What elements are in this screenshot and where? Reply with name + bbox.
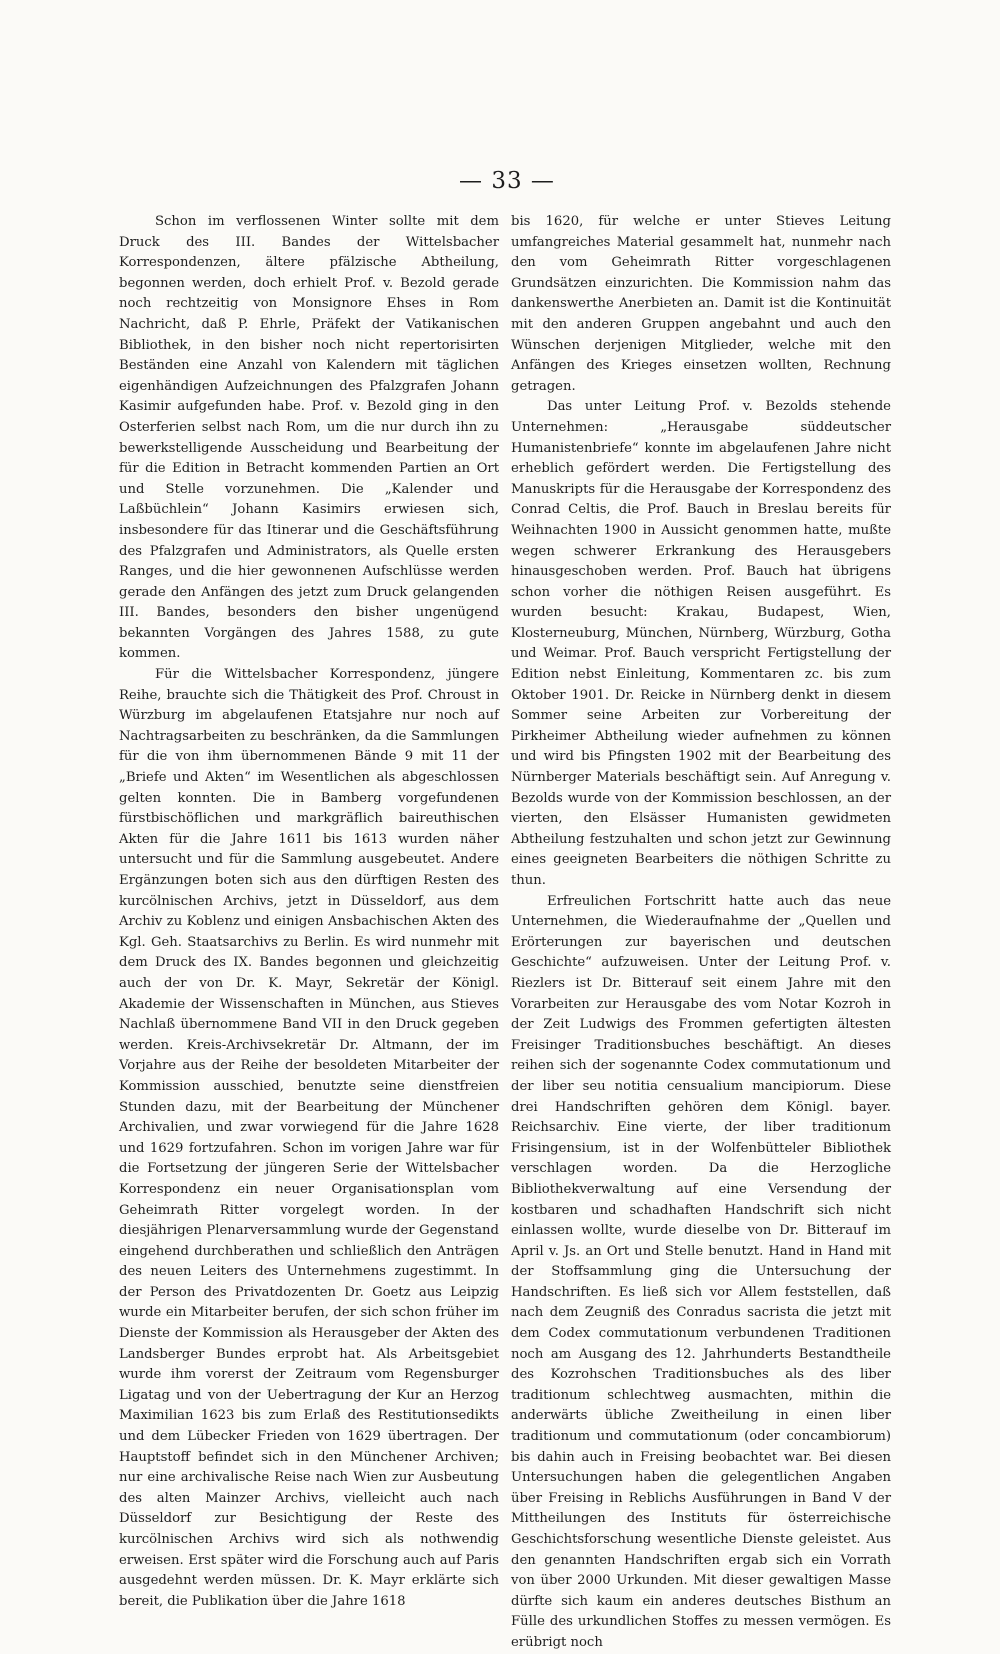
paragraph: Erfreulichen Fortschritt hatte auch das neue Unternehmen, die Wiederaufnahme der „Quellen und Erörterungen zur bayerischen und deutschen Geschichte“ aufzuweisen. Unter der Leitung Prof. v. Riezlers ist Dr. Bitterauf seit einem Jahre mit den Vorarbeiten zur Herausgabe des vom Notar Kozroh in der Zeit Ludwigs des Frommen gefertigten ältesten Freisinger Traditionsbuches beschäftigt. An dieses reihen sich der sogenannte Codex commutationum und der liber seu notitia censualium mancipiorum. Diese drei Handschriften gehören dem Königl. bayer. Reichsarchiv. Eine vierte, der liber traditionum Frisingensium, ist in der Wolfenbütteler Bibliothek verschlagen worden. Da die Herzogliche Bibliothekverwaltung auf eine Versendung der kostbaren und schadhaften Handschrift sich nicht einlassen wollte, wurde dieselbe von Dr. Bitterauf im April v. Js. an Ort und Stelle benutzt. Hand in Hand mit der Stoffsammlung ging die Untersuchung der Handschriften. Es ließ sich vor Allem feststellen, daß nach dem Zeugniß des Conradus sacrista die jetzt mit dem Codex commutationum verbundenen Traditionen noch am Ausgang des 12. Jahrhunderts Bestandtheile des Kozrohschen Traditionsbuches als des liber traditionum schlechtweg ausmachten, mithin die anderwärts übliche Zweitheilung in einen liber traditionum und commutationum (oder concambiorum) bis dahin auch in Freising beobachtet war. Bei diesen Untersuchungen haben die gelegentlichen Angaben über Freising in Reblichs Ausführungen in Band V der Mittheilungen des Instituts für österreichische Geschichtsforschung wesentliche Dienste geleistet. Aus den genannten Handschriften ergab sich ein Vorrath von über 2000 Urkunden. Mit dieser gewaltigen Masse dürfte sich kaum ein anderes deutsches Bisthum an Fülle des urkundlichen Stoffes zu messen vermögen. Es erübrigt noch <box>511 893 891 1650</box>
left-column <box>119 212 499 1612</box>
paragraph: bis 1620, für welche er unter Stieves Leitung umfangreiches Material gesammelt hat, nunmehr nach den vom Geheimrath Ritter vorgeschlagenen Grundsätzen einzurichten. Die Kommission nahm das dankenswerthe Anerbieten an. Damit ist die Kontinuität mit den anderen Gruppen angebahnt und auch den Wünschen derjenigen Mitglieder, welche mit den Anfängen des Krieges einsetzen wollten, Rechnung getragen. <box>511 214 891 394</box>
paragraph: Für die Wittelsbacher Korrespondenz, jüngere Reihe, brauchte sich die Thätigkeit des Prof. Chroust in Würzburg im abgelaufenen Etatsjahre nur noch auf Nachtragsarbeiten zu beschränken, da die Sammlungen für die von ihm übernommenen Bände 9 mit 11 der „Briefe und Akten“ im Wesentlichen als abgeschlossen gelten konnten. Die in Bamberg vorgefundenen fürstbischöflichen und markgräflich baireuthischen Akten für die Jahre 1611 bis 1613 wurden näher untersucht und für die Sammlung ausgebeutet. Andere Ergänzungen boten sich aus den dürftigen Resten des kurcölnischen Archivs, jetzt in Düsseldorf, aus dem Archiv zu Koblenz und einigen Ansbachischen Akten des Kgl. Geh. Staatsarchivs zu Berlin. Es wird nunmehr mit dem Druck des IX. Bandes begonnen und gleichzeitig auch der von Dr. K. Mayr, Sekretär der Königl. Akademie der Wissenschaften in München, aus Stieves Nachlaß übernommene Band VII in den Druck gegeben werden. Kreis-Archivsekretär Dr. Altmann, der im Vorjahre aus der Reihe der besoldeten Mitarbeiter der Kommission ausschied, benutzte seine dienstfreien Stunden dazu, mit der Bearbeitung der Münchener Archivalien, und zwar vorwiegend für die Jahre 1628 und 1629 fortzufahren. Schon im vorigen Jahre war für die Fortsetzung der jüngeren Serie der Wittelsbacher Korrespondenz ein neuer Organisationsplan vom Geheimrath Ritter vorgelegt worden. In der diesjährigen Plenarversammlung wurde der Gegenstand eingehend durchberathen und schließlich den Anträgen des neuen Leiters des Unternehmens zugestimmt. In der Person des Privatdozenten Dr. Goetz aus Leipzig wurde ein Mitarbeiter berufen, der sich schon früher im Dienste der Kommission als Herausgeber der Akten des Landsberger Bundes erprobt hat. Als Arbeitsgebiet wurde ihm vorerst der Zeitraum vom Regensburger Ligatag und von der Uebertragung der Kur an Herzog Maximilian 1623 bis zum Erlaß des Restitutionsedikts und dem Lübecker Frieden von 1629 übertragen. Der Hauptstoff befindet sich in den Münchener Archiven; nur eine archivalische Reise nach Wien zur Ausbeutung des alten Mainzer Archivs, vielleicht auch nach Düsseldorf zur Besichtigung der Reste des kurcölnischen Archivs wird sich als nothwendig erweisen. Erst später wird die Forschung auch auf Paris ausgedehnt werden müssen. Dr. K. Mayr erklärte sich bereit, die Publikation über die Jahre 1618 <box>119 667 499 1609</box>
page-number: — 33 — <box>459 168 555 194</box>
paragraph: Das unter Leitung Prof. v. Bezolds stehende Unternehmen: „Herausgabe süddeutscher Humanistenbriefe“ konnte im abgelaufenen Jahre nicht erheblich gefördert werden. Die Fertigstellung des Manuskripts für die Herausgabe der Korrespondenz des Conrad Celtis, die Prof. Bauch in Breslau bereits für Weihnachten 1900 in Aussicht genommen hatte, mußte wegen schwerer Erkrankung des Herausgebers hinausgeschoben werden. Prof. Bauch hat übrigens schon vorher die nöthigen Reisen ausgeführt. Es wurden besucht: Krakau, Budapest, Wien, Klosterneuburg, München, Nürnberg, Würzburg, Gotha und Weimar. Prof. Bauch verspricht Fertigstellung der Edition nebst Einleitung, Kommentaren zc. bis zum Oktober 1901. Dr. Reicke in Nürnberg denkt in diesem Sommer seine Arbeiten zur Vorbereitung der Pirkheimer Abtheilung wieder aufnehmen zu können und wird bis Pfingsten 1902 mit der Bearbeitung des Nürnberger Materials beschäftigt sein. Auf Anregung v. Bezolds wurde von der Kommission beschlossen, an der vierten, den Elsässer Humanisten gewidmeten Abtheilung festzuhalten und schon jetzt zur Gewinnung eines geeigneten Bearbeiters die nöthigen Schritte zu thun. <box>511 399 891 888</box>
paragraph: Schon im verflossenen Winter sollte mit dem Druck des III. Bandes der Wittelsbacher Korrespondenzen, ältere pfälzische Abtheilung, begonnen werden, doch erhielt Prof. v. Bezold gerade noch rechtzeitig von Monsignore Ehses in Rom Nachricht, daß P. Ehrle, Präfekt der Vatikanischen Bibliothek, in den bisher noch nicht repertorisirten Beständen eine Anzahl von Kalendern mit täglichen eigenhändigen Aufzeichnungen des Pfalzgrafen Johann Kasimir aufgefunden habe. Prof. v. Bezold ging in den Osterferien selbst nach Rom, um die nur durch ihn zu bewerkstelligende Ausscheidung und Bearbeitung der für die Edition in Betracht kommenden Partien an Ort und Stelle vorzunehmen. Die „Kalender und Laßbüchlein“ Johann Kasimirs erwiesen sich, insbesondere für das Itinerar und die Geschäftsführung des Pfalzgrafen und Administrators, als Quelle ersten Ranges, und die hier gewonnenen Aufschlüsse werden gerade den Anfängen des jetzt zum Druck gelangenden III. Bandes, besonders den bisher ungenügend bekannten Vorgängen des Jahres 1588, zu gute kommen. <box>119 214 499 662</box>
right-column <box>511 212 891 1654</box>
